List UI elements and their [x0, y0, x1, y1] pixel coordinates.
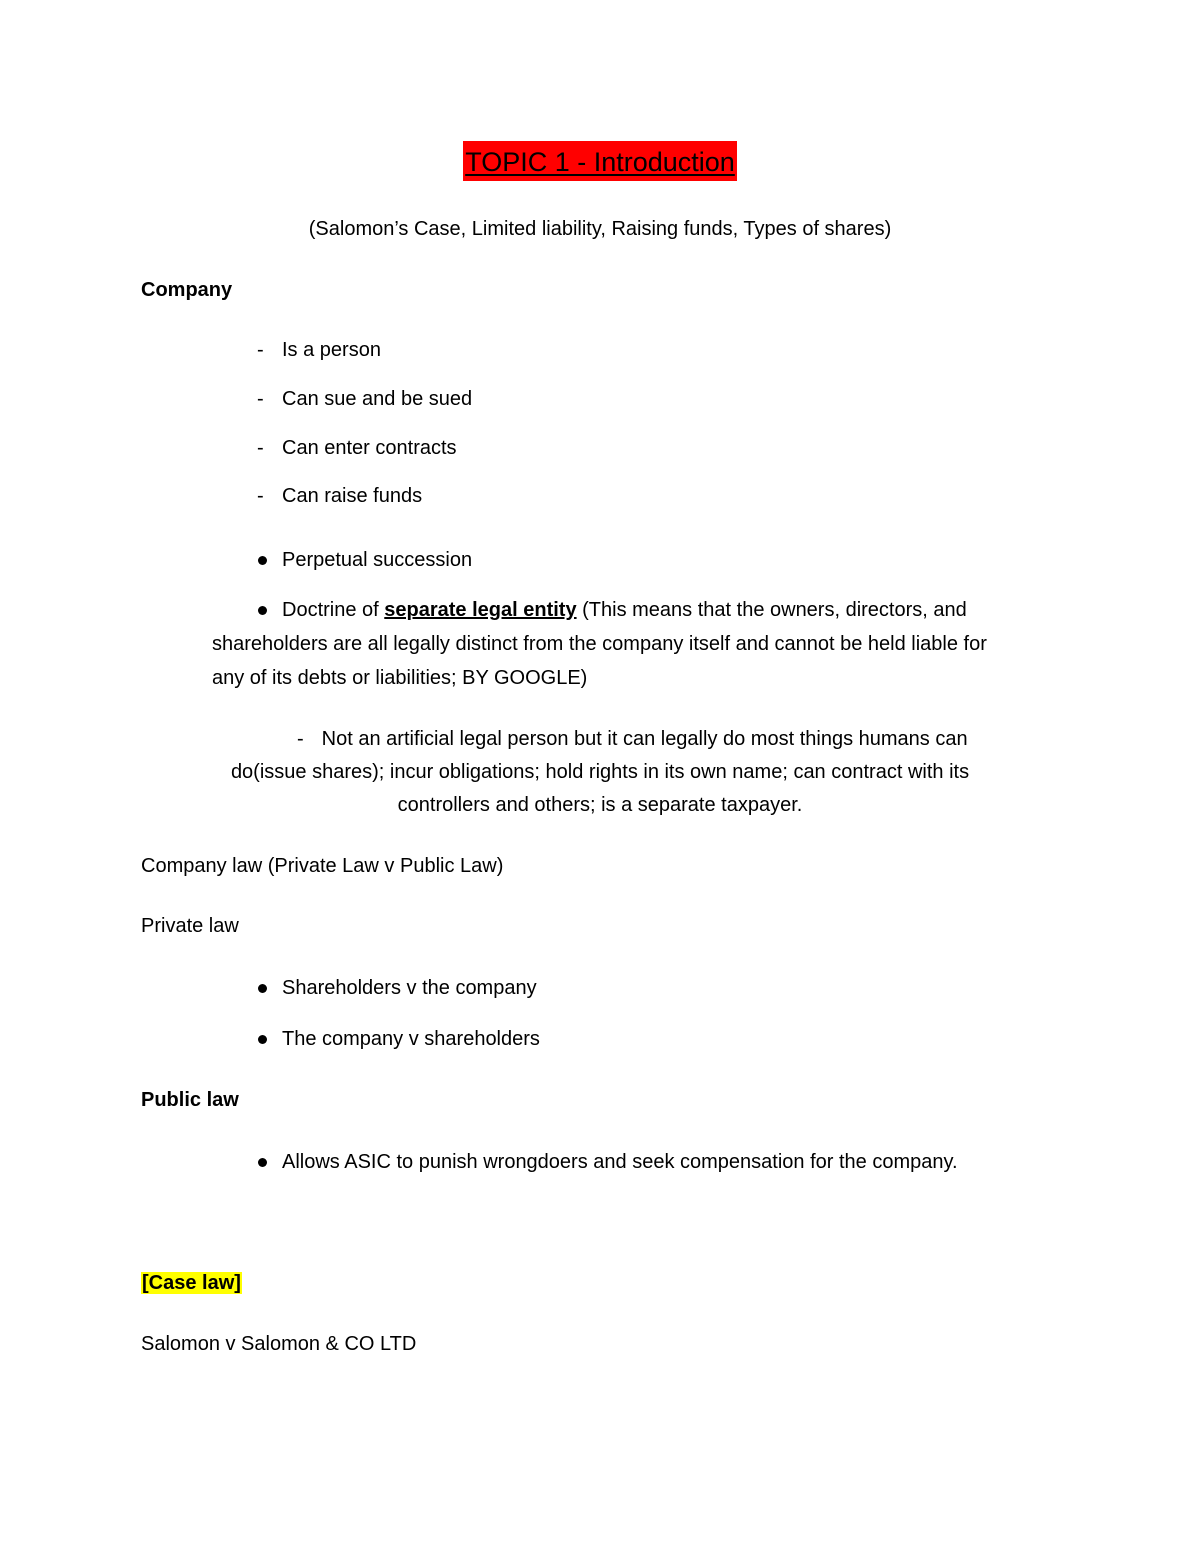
- case-law-label: [141, 1271, 242, 1295]
- doctrine-line-3: any of its debts or liabilities; BY GOOGLE): [212, 667, 588, 689]
- page-title: TOPIC 1 - Introduction: [463, 141, 737, 181]
- note-text-1: Not an artificial legal person but it can legally do most things humans can: [321, 728, 968, 750]
- dash-item: Is a person: [282, 339, 381, 361]
- title-container: [0, 141, 1200, 181]
- list-item: Shareholders v the company: [282, 977, 537, 999]
- case-law-highlight: [Case law]: [142, 1272, 241, 1294]
- doctrine-prefix: Doctrine of: [282, 599, 385, 621]
- note-line-3: controllers and others; is a separate taxpayer.: [397, 794, 803, 816]
- bullet-icon: [258, 984, 267, 993]
- note-line-1: [297, 727, 968, 751]
- bullet-item-perpetual: Perpetual succession: [282, 549, 473, 571]
- dash-marker: -: [297, 728, 304, 750]
- bullet-icon: [258, 606, 267, 615]
- private-law-heading: Private law: [141, 915, 239, 937]
- dash-marker: -: [257, 437, 264, 459]
- bullet-icon: [258, 1035, 267, 1044]
- dash-item: Can raise funds: [282, 485, 423, 507]
- bullet-icon: [258, 556, 267, 565]
- dash-item: Can enter contracts: [282, 437, 457, 459]
- note-line-2: do(issue shares); incur obligations; hold rights in its own name; can contract with its: [230, 761, 970, 783]
- public-law-heading: Public law: [141, 1089, 239, 1111]
- bullet-icon: [258, 1158, 267, 1167]
- subtitle: (Salomon’s Case, Limited liability, Raising funds, Types of shares): [308, 218, 892, 240]
- case-name: Salomon v Salomon & CO LTD: [141, 1333, 417, 1355]
- doctrine-term: separate legal entity: [384, 599, 577, 621]
- list-item: Allows ASIC to punish wrongdoers and seek compensation for the company.: [282, 1151, 958, 1173]
- doctrine-line-2: shareholders are all legally distinct from the company itself and cannot be held liable for: [212, 633, 987, 655]
- company-heading: Company: [141, 279, 233, 301]
- list-item: The company v shareholders: [282, 1028, 540, 1050]
- dash-marker: -: [257, 485, 264, 507]
- doctrine-line-1: [282, 598, 967, 622]
- dash-marker: -: [257, 388, 264, 410]
- dash-marker: -: [257, 339, 264, 361]
- doctrine-rest: (This means that the owners, directors, and: [576, 599, 967, 621]
- dash-item: Can sue and be sued: [282, 388, 473, 410]
- company-law-heading: Company law (Private Law v Public Law): [141, 855, 504, 877]
